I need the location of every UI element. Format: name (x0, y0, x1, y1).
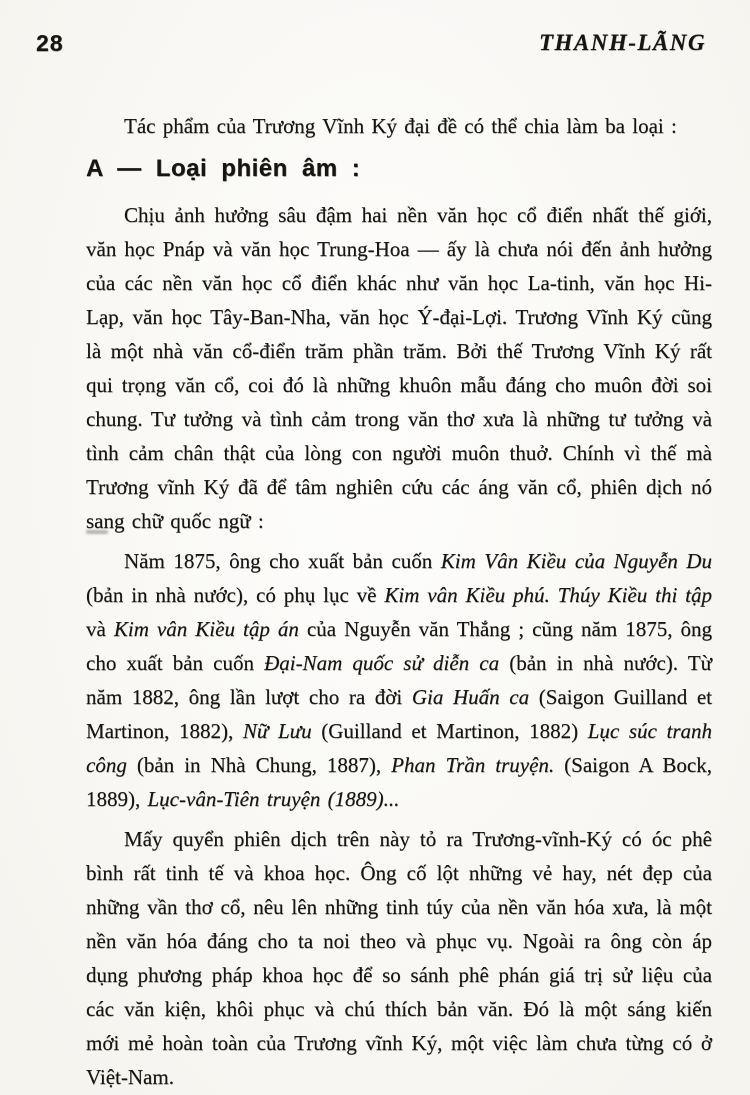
text-run: Năm 1875, ông cho xuất bản cuốn (124, 549, 441, 573)
page-body (0, 57, 750, 1094)
book-title-run: Lục súc tranh công (86, 719, 712, 777)
book-title-run: Nữ Lưu (242, 719, 312, 743)
text-run: (Guilland et Martinon, 1882) (311, 719, 588, 743)
text-run: (bản in nhà nước). Từ năm 1882, ông lần lượt cho ra đời (86, 651, 712, 709)
book-title-run: Kim Vân Kiều của Nguyễn Du (440, 549, 712, 573)
book-title-run: Đại-Nam quốc sử diễn ca (264, 651, 500, 675)
text-run: của Nguyễn văn Thắng ; cũng năm 1875, ông cho xuất bản cuốn (86, 617, 713, 675)
section-heading: A — Loại phiên âm : (86, 155, 361, 182)
paragraph (86, 198, 712, 538)
paragraph (86, 822, 712, 1094)
intro-paragraph: Tác phẩm của Trương Vĩnh Ký đại đề có thể chia làm ba loại : (124, 114, 677, 138)
book-title-run: Gia Huấn ca (411, 685, 530, 709)
print-smudge-artifact (86, 530, 108, 534)
paragraph (86, 544, 712, 816)
text-run: và (86, 617, 114, 641)
body-paragraphs (86, 198, 712, 1094)
book-title-run: Lục-vân-Tiên truyện (1889)... (147, 787, 400, 811)
text-run: (bản in Nhà Chung, 1887), (126, 753, 392, 777)
book-title-run: Kim vân Kiều phú. Thúy Kiều thi tập (384, 583, 713, 607)
running-head-title: THANH-LÃNG (538, 30, 706, 55)
text-run: Chịu ảnh hưởng sâu đậm hai nền văn học cổ điển nhất thế giới, văn học Pnáp và văn học Trung-Hoa — ấy là chưa nói đến ảnh hưởng của các nền văn học cổ điển khác như văn học La-tinh, văn học Hi-Lạp, văn học Tây-Ban-Nha, văn học Ý-đại-Lợi. Trương Vĩnh Ký cũng là một nhà văn cổ-điển trăm phần trăm. Bởi thế Trương Vĩnh Ký rất qui trọng văn cổ, coi đó là những khuôn mẫu đáng cho muôn đời soi chung. Tư tưởng và tình cảm trong văn thơ xưa là những tư tưởng và tình cảm chân thật của lòng con người muôn thuở. Chính vì thế mà Trương vĩnh Ký đã để tâm nghiên cứu các áng văn cổ, phiên dịch nó sang chữ quốc ngữ : (86, 203, 712, 533)
book-title-run: Kim vân Kiều tập án (113, 617, 299, 641)
book-title-run: Phan Trần truyện. (391, 753, 555, 777)
text-run: Mấy quyển phiên dịch trên này tỏ ra Trương-vĩnh-Ký có óc phê bình rất tinh tế và khoa học. Ông cố lột những vẻ hay, nét đẹp của những vần thơ cổ, nêu lên những tinh túy của nền văn hóa xưa, là một nền văn hóa đáng cho ta noi theo và phục vụ. Ngoài ra ông còn áp dụng phương pháp khoa học để so sánh phê phán giá trị sử liệu của các văn kiện, khôi phục và chú thích bản văn. Đó là một sáng kiến mới mẻ hoàn toàn của Trương vĩnh Ký, một việc làm chưa từng có ở Việt-Nam. (86, 827, 712, 1089)
running-header (0, 0, 750, 57)
text-run: (bản in nhà nước), có phụ lục về (86, 583, 385, 607)
text-run: (Saigon Guilland et Martinon, 1882), (86, 685, 712, 743)
page-number: 28 (36, 30, 64, 56)
text-run: (Saigon A Bock, 1889), (86, 753, 712, 811)
